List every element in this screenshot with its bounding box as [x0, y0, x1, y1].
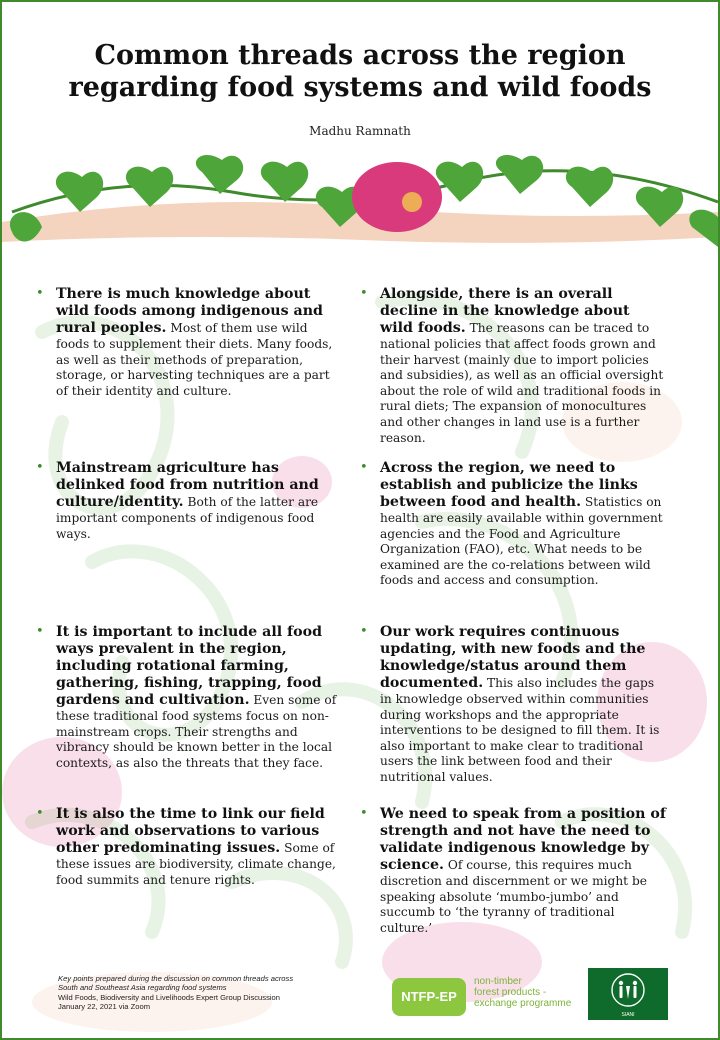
key-point-3-heading: Mainstream agriculture has delinked food from nutrition and culture/identity. [56, 460, 319, 510]
footer-event: Wild Foods, Biodiversity and Livelihoods Expert Group Discussion [58, 992, 281, 1002]
key-point-2-body: The reasons can be traced to national policies that affect foods grown and their harvest (mainly due to import policies and subsidies), as well as an official oversight about the role of wild and traditional foods in rural diets; The expansion of monocultures and other changes in land use is a further reason. [380, 321, 664, 445]
key-point-1 [36, 286, 342, 399]
key-point-3-body: Both of the latter are important components of indigenous food ways. [56, 495, 319, 541]
key-point-6-heading: Our work requires continuous updating, with new foods and the knowledge/status around them documented. [380, 624, 646, 691]
ntfp-ep-logo [390, 972, 580, 1028]
siani-logo [588, 968, 668, 1020]
key-point-2-heading: Alongside, there is an overall decline in the knowledge about wild foods. [380, 286, 630, 336]
ntfp-ep-logo-mark: NTFP-EP [392, 978, 466, 1016]
key-point-6 [360, 624, 666, 786]
ntfp-tagline-line-1: non-timber [474, 976, 522, 987]
key-point-7-heading: It is also the time to link our field work and observations to various other predominating issues. [56, 806, 325, 856]
bullet-icon: • [360, 286, 368, 301]
key-point-1-heading: There is much knowledge about wild foods among indigenous and rural peoples. [56, 286, 323, 336]
key-point-5 [36, 624, 342, 771]
key-point-4-body: Statistics on health are easily available within government agencies and the Food and Agriculture Organization (FAO), etc. What needs to be examined are the co-relations between wild foods and access and consumption. [380, 495, 663, 588]
author-name: Madhu Ramnath [309, 124, 411, 138]
siani-label: SIANI [621, 1012, 635, 1018]
key-point-5-body: Even some of these traditional food systems focus on non-mainstream crops. Their strengths and vibrancy should be known better in the local contexts, as also the threats that they face. [56, 693, 337, 770]
leaf-banner-illustration [2, 152, 718, 262]
key-point-4 [360, 460, 666, 589]
siani-emblem-icon [588, 968, 668, 1012]
bullet-icon: • [36, 460, 44, 475]
key-point-7 [36, 806, 342, 888]
ntfp-tagline-line-2: forest products - [474, 987, 547, 998]
bullet-icon: • [360, 460, 368, 475]
bullet-icon: • [360, 806, 368, 821]
key-point-1-body: Most of them use wild foods to supplement their diets. Many foods, as well as their methods of preparation, storage, or harvesting techniques are a part of their identity and culture. [56, 321, 333, 398]
key-point-8 [360, 806, 666, 936]
key-point-6-body: This also includes the gaps in knowledge observed within communities during workshops and the appropriate interventions to be designed to fill them. It is also important to make clear to traditional users the link between food and their nutritional values. [380, 676, 660, 784]
key-point-3 [36, 460, 342, 542]
footer-note [58, 974, 328, 1012]
bullet-icon: • [36, 286, 44, 301]
bullet-icon: • [36, 624, 44, 639]
ntfp-tagline-line-3: exchange programme [474, 998, 572, 1009]
key-point-8-body: Of course, this requires much discretion and discernment or we might be speaking absolute ‘mumbo-jumbo’ and succumb to ‘the tyranny of traditional culture.’ [380, 858, 647, 935]
key-point-7-body: Some of these issues are biodiversity, climate change, food summits and tenure rights. [56, 841, 336, 887]
key-point-4-heading: Across the region, we need to establish and publicize the links between food and health. [380, 460, 638, 510]
page-title: Common threads across the region regarding food systems and wild foods [68, 40, 652, 103]
key-point-2 [360, 286, 666, 446]
key-point-5-heading: It is important to include all food ways prevalent in the region, including rotational farming, gathering, fishing, trapping, food gardens and cultivation. [56, 624, 323, 708]
bullet-icon: • [36, 806, 44, 821]
footer-date: January 22, 2021 via Zoom [58, 1002, 151, 1012]
footer-note-line-1: Key points prepared during the discussion on common threads across [58, 974, 294, 983]
key-point-8-heading: We need to speak from a position of strength and not have the need to validate indigenous knowledge by science. [380, 806, 666, 873]
bullet-icon: • [360, 624, 368, 639]
footer-note-line-2: South and Southeast Asia regarding food systems [58, 983, 227, 993]
ntfp-ep-tagline [474, 976, 584, 1009]
